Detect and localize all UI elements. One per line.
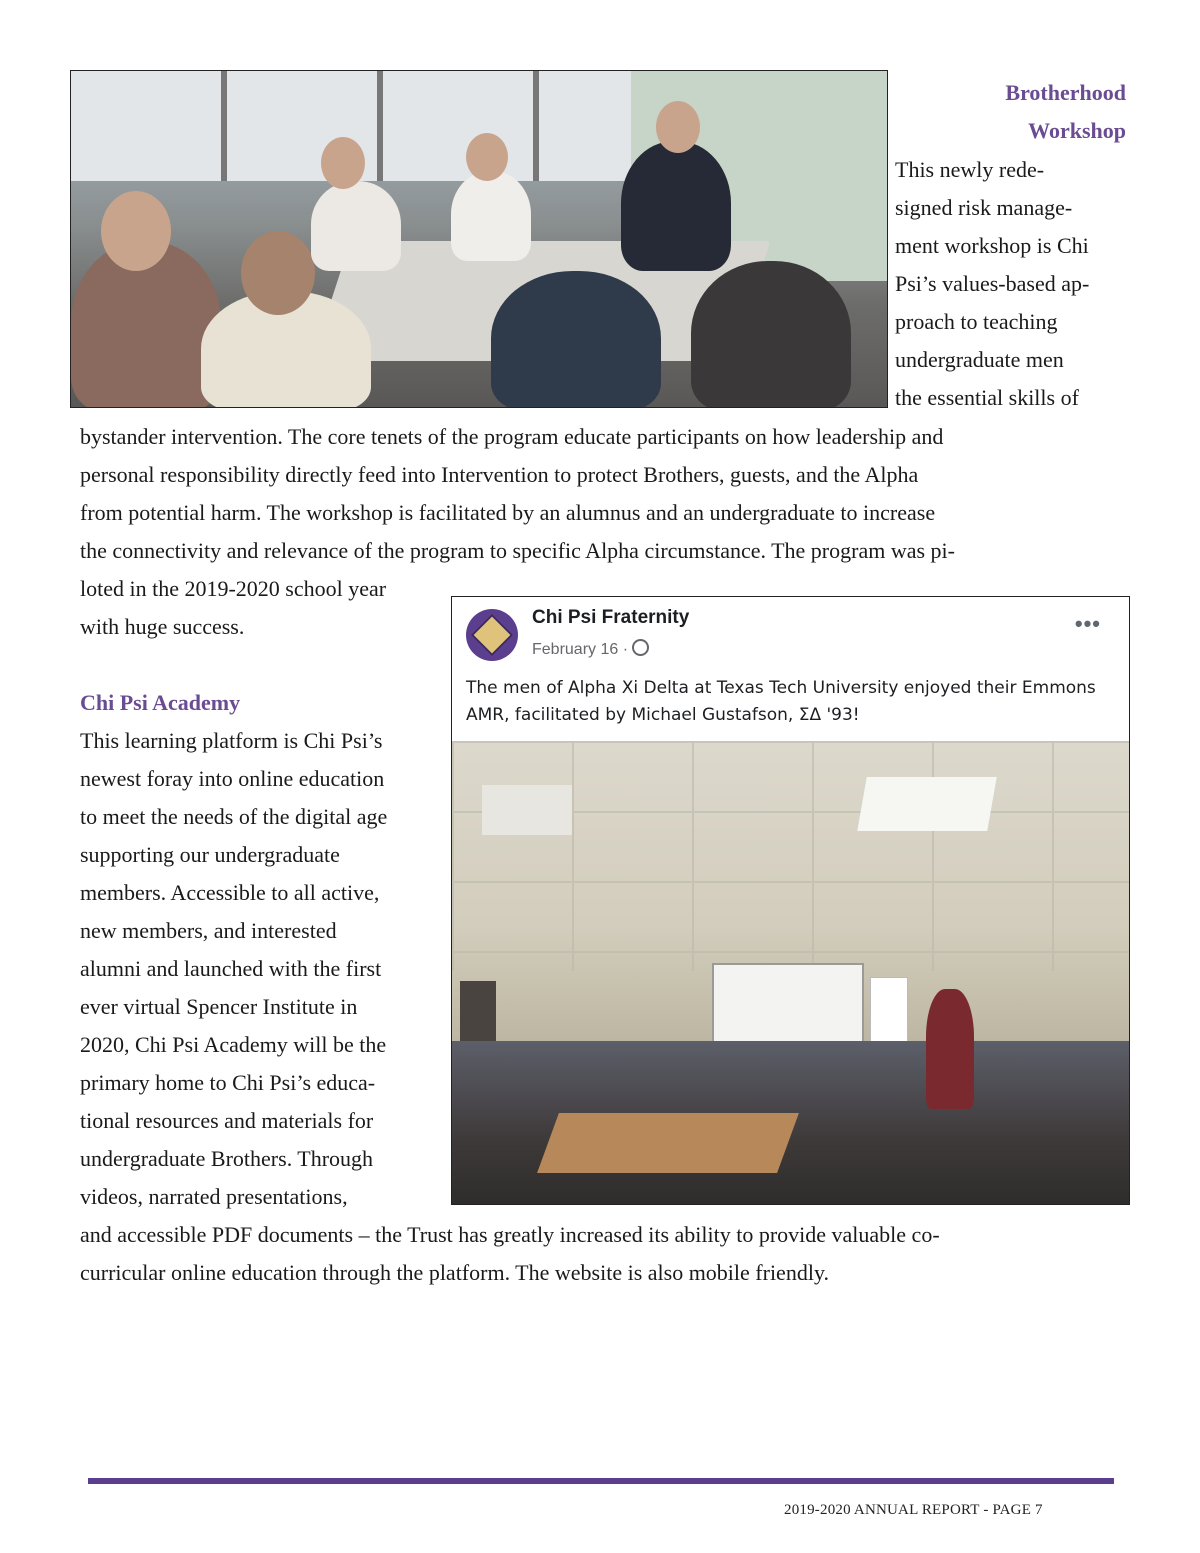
text-line: loted in the 2019-2020 school year xyxy=(80,576,387,601)
person xyxy=(491,271,661,408)
window-pane xyxy=(383,71,539,181)
more-options-icon[interactable]: ••• xyxy=(1074,611,1101,636)
footer-rule xyxy=(88,1478,1114,1484)
text-line: ever virtual Spencer Institute in xyxy=(80,994,358,1019)
window-pane xyxy=(71,71,227,181)
person xyxy=(451,171,531,261)
facebook-post-photo[interactable] xyxy=(452,741,1129,1204)
text-line: newest foray into online education xyxy=(80,766,385,791)
person xyxy=(691,261,851,408)
text-line: from potential harm. The workshop is facilitated by an alumnus and an undergraduate to increase xyxy=(80,500,936,525)
ceiling-tiles xyxy=(452,741,1129,971)
text-line: 2020, Chi Psi Academy will be the xyxy=(80,1032,387,1057)
person-head xyxy=(656,101,700,153)
window-pane xyxy=(539,71,631,181)
facebook-page-name[interactable]: Chi Psi Fraternity xyxy=(532,607,690,628)
person-head xyxy=(101,191,171,271)
person-head xyxy=(321,137,365,189)
brotherhood-title-line: Workshop xyxy=(1028,118,1126,143)
text-line: personal responsibility directly feed into Intervention to protect Brothers, guests, and the Alpha xyxy=(80,462,919,487)
text-line: ment workshop is Chi xyxy=(895,233,1089,258)
text-line: curricular online education through the platform. The website is also mobile friendly. xyxy=(80,1260,830,1285)
text-line: primary home to Chi Psi’s educa- xyxy=(80,1070,376,1095)
page-footer: 2019-2020 ANNUAL REPORT - PAGE 7 xyxy=(784,1502,1043,1518)
brotherhood-title-line: Brotherhood xyxy=(1005,80,1126,105)
facebook-post-card xyxy=(451,596,1130,1205)
brotherhood-side-text xyxy=(895,151,1089,417)
text-line: tional resources and materials for xyxy=(80,1108,374,1133)
facebook-post-text: The men of Alpha Xi Delta at Texas Tech University enjoyed their Emmons AMR, facilitated by Michael Gustafson, ΣΔ '93! xyxy=(466,678,1096,725)
text-line: undergraduate Brothers. Through xyxy=(80,1146,374,1171)
whiteboard xyxy=(712,963,864,1045)
paper-sheet xyxy=(870,977,908,1043)
facebook-post-date[interactable]: February 16 · xyxy=(532,641,629,658)
academy-heading: Chi Psi Academy xyxy=(80,690,241,715)
facebook-post-date-wrap xyxy=(532,639,649,659)
text-line: signed risk manage- xyxy=(895,195,1073,220)
text-line: Psi’s values-based ap- xyxy=(895,271,1090,296)
text-line: the connectivity and relevance of the program to specific Alpha circumstance. The program was pi- xyxy=(80,538,955,563)
globe-icon xyxy=(632,639,649,656)
text-line: alumni and launched with the first xyxy=(80,956,382,981)
text-line: new members, and interested xyxy=(80,918,337,943)
text-line: proach to teaching xyxy=(895,309,1058,334)
person-head xyxy=(241,231,315,315)
text-line: and accessible PDF documents – the Trust has greatly increased its ability to provide valuable co- xyxy=(80,1222,940,1247)
ceiling-light xyxy=(857,777,997,831)
text-line: undergraduate men xyxy=(895,347,1064,372)
chi-psi-logo-avatar[interactable] xyxy=(466,609,518,661)
workshop-photo xyxy=(70,70,888,408)
text-line: videos, narrated presentations, xyxy=(80,1184,348,1209)
person xyxy=(621,141,731,271)
text-line: This newly rede- xyxy=(895,157,1045,182)
text-line: bystander intervention. The core tenets of the program educate participants on how leadership and xyxy=(80,424,944,449)
text-line: the essential skills of xyxy=(895,385,1079,410)
brotherhood-heading xyxy=(890,74,1126,150)
text-line: supporting our undergraduate xyxy=(80,842,340,867)
person xyxy=(311,181,401,271)
crest-icon xyxy=(471,614,513,656)
text-line: members. Accessible to all active, xyxy=(80,880,380,905)
pizza-boxes xyxy=(537,1113,799,1173)
presenter xyxy=(926,989,974,1109)
person-head xyxy=(466,133,508,181)
air-vent xyxy=(482,785,572,835)
text-line: to meet the needs of the digital age xyxy=(80,804,388,829)
text-line: with huge success. xyxy=(80,614,245,639)
text-line: This learning platform is Chi Psi’s xyxy=(80,728,383,753)
